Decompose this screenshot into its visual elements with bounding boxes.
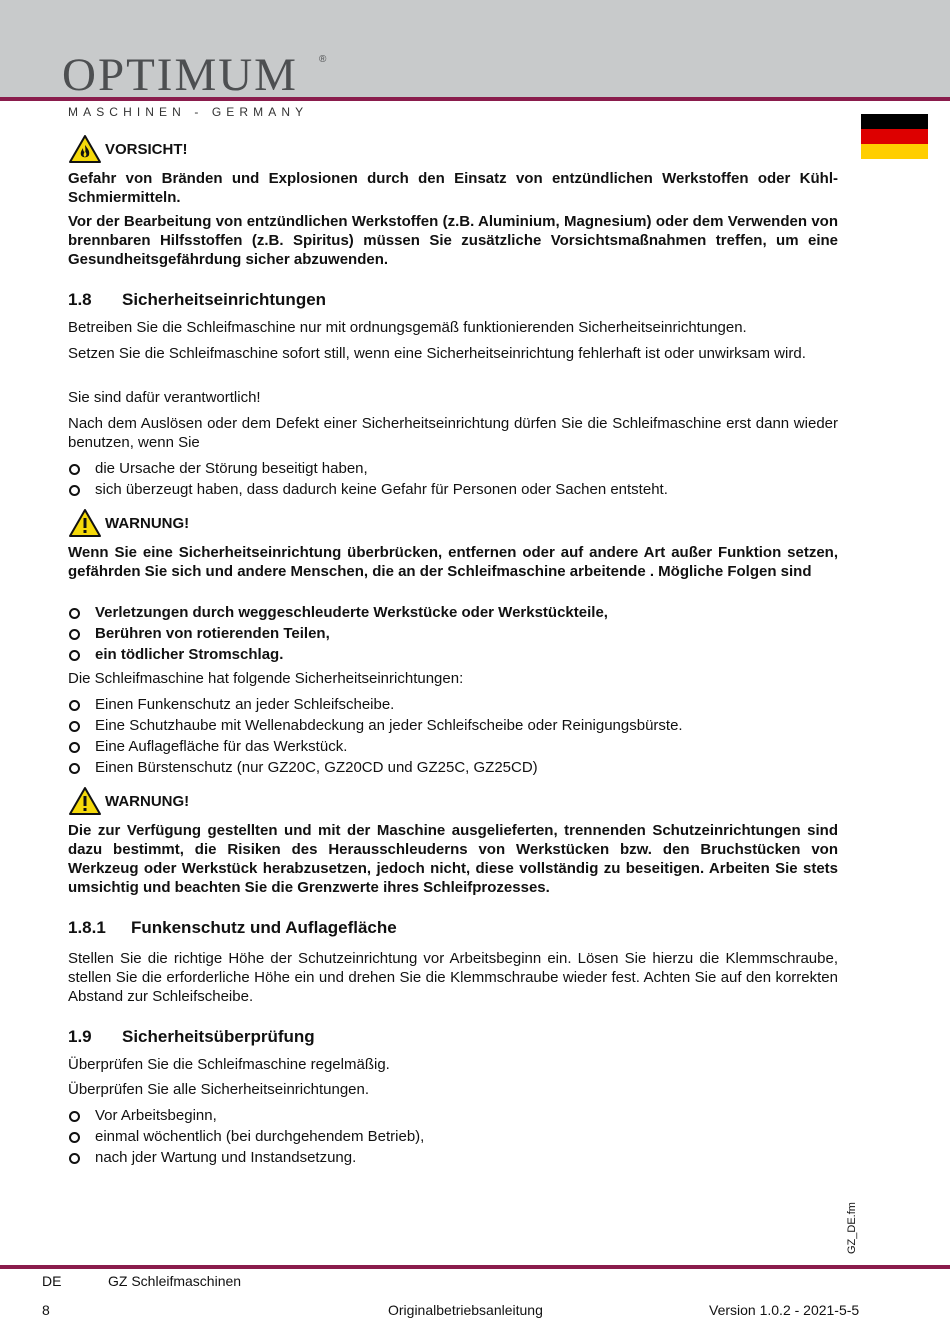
- paragraph: Setzen Sie die Schleifmaschine sofort still, wenn eine Sicherheitseinrichtung fehlerhaft ist oder unwirksam wird.: [68, 345, 806, 362]
- warning-label: WARNUNG!: [105, 792, 190, 810]
- warning-header: [68, 786, 838, 816]
- warning-label: WARNUNG!: [105, 514, 190, 532]
- section-number: 1.9: [68, 1027, 92, 1046]
- footer-rule: [0, 1265, 950, 1269]
- footer-language: DE: [42, 1273, 62, 1289]
- page-number: 8: [42, 1302, 50, 1318]
- warning-paragraph: Die zur Verfügung gestellten und mit der Maschine ausgelieferten, trennenden Schutzeinrichtungen sind dazu bestimmt, die Risiken des Herausschleuderns von Werkstücken bzw. den Bruchstücken von Werkzeug oder Werkstück herabzusetzen, jedoch nicht, diese vollständig zu beseitigen. Arbeiten Sie stets umsichtig und beachten Sie die Grenzwerte ihres Schleifprozesses.: [68, 822, 838, 896]
- section-title: Funkenschutz und Auflagefläche: [131, 918, 397, 937]
- paragraph: Die Schleifmaschine hat folgende Sicherheitseinrichtungen:: [68, 670, 464, 687]
- section-number: 1.8: [68, 290, 92, 309]
- fire-hazard-icon: [68, 134, 102, 164]
- section-number: 1.8.1: [68, 918, 106, 937]
- warning-icon: [68, 508, 102, 538]
- caution-label: VORSICHT!: [105, 140, 188, 158]
- logo-subtitle: MASCHINEN - GERMANY: [68, 105, 309, 119]
- caution-paragraph-1: Gefahr von Bränden und Explosionen durch den Einsatz von entzündlichen Werkstoffen oder Kühl-Schmiermitteln.: [68, 170, 838, 206]
- german-flag-icon: [861, 114, 928, 159]
- warning-icon: [68, 786, 102, 816]
- section-heading-1-8-1: [68, 918, 838, 937]
- paragraph: Betreiben Sie die Schleifmaschine nur mit ordnungsgemäß funktionierenden Sicherheitseinrichtungen.: [68, 319, 747, 336]
- paragraph: Nach dem Auslösen oder dem Defekt einer Sicherheitseinrichtung dürfen Sie die Schleifmaschine erst dann wieder benutzen, wenn Sie: [68, 415, 838, 451]
- warning-paragraph: Wenn Sie eine Sicherheitseinrichtung überbrücken, entfernen oder auf andere Art außer Funktion setzen, gefährden Sie sich und andere Menschen, die an der Schleifmaschine arbeitende . Mögliche Folgen sind: [68, 544, 838, 580]
- section-title: Sicherheitseinrichtungen: [122, 290, 327, 309]
- paragraph: Sie sind dafür verantwortlich!: [68, 389, 261, 406]
- file-code: GZ_DE.fm: [846, 1202, 858, 1254]
- warning-header: [68, 508, 838, 538]
- footer-document-type: Originalbetriebsanleitung: [388, 1302, 543, 1318]
- section-heading-1-8: [68, 290, 838, 309]
- caution-header: [68, 134, 838, 164]
- caution-paragraph-2: Vor der Bearbeitung von entzündlichen Werkstoffen (z.B. Aluminium, Magnesium) oder dem Verwenden von brennbaren Hilfsstoffen (z.B. Spiritus) müssen Sie zusätzliche Vorsichtsmaßnahmen treffen, um eine Gesundheitsgefährdung sicher abzuwenden.: [68, 213, 838, 268]
- section-heading-1-9: [68, 1027, 838, 1046]
- footer-version: Version 1.0.2 - 2021-5-5: [709, 1302, 860, 1318]
- logo-text: OPTIMUM: [62, 49, 298, 101]
- paragraph: Überprüfen Sie alle Sicherheitseinrichtungen.: [68, 1081, 370, 1098]
- paragraph: Überprüfen Sie die Schleifmaschine regelmäßig.: [68, 1056, 390, 1073]
- logo-registered-mark: ®: [319, 54, 327, 65]
- paragraph: Stellen Sie die richtige Höhe der Schutzeinrichtung vor Arbeitsbeginn ein. Lösen Sie hierzu die Klemmschraube, stellen Sie die erforderliche Höhe ein und drehen Sie die Klemmschraube wieder fest. Achten Sie auf den korrekten Abstand zur Schleifscheibe.: [68, 950, 838, 1005]
- section-title: Sicherheitsüberprüfung: [122, 1027, 315, 1046]
- footer-product: GZ Schleifmaschinen: [108, 1273, 242, 1289]
